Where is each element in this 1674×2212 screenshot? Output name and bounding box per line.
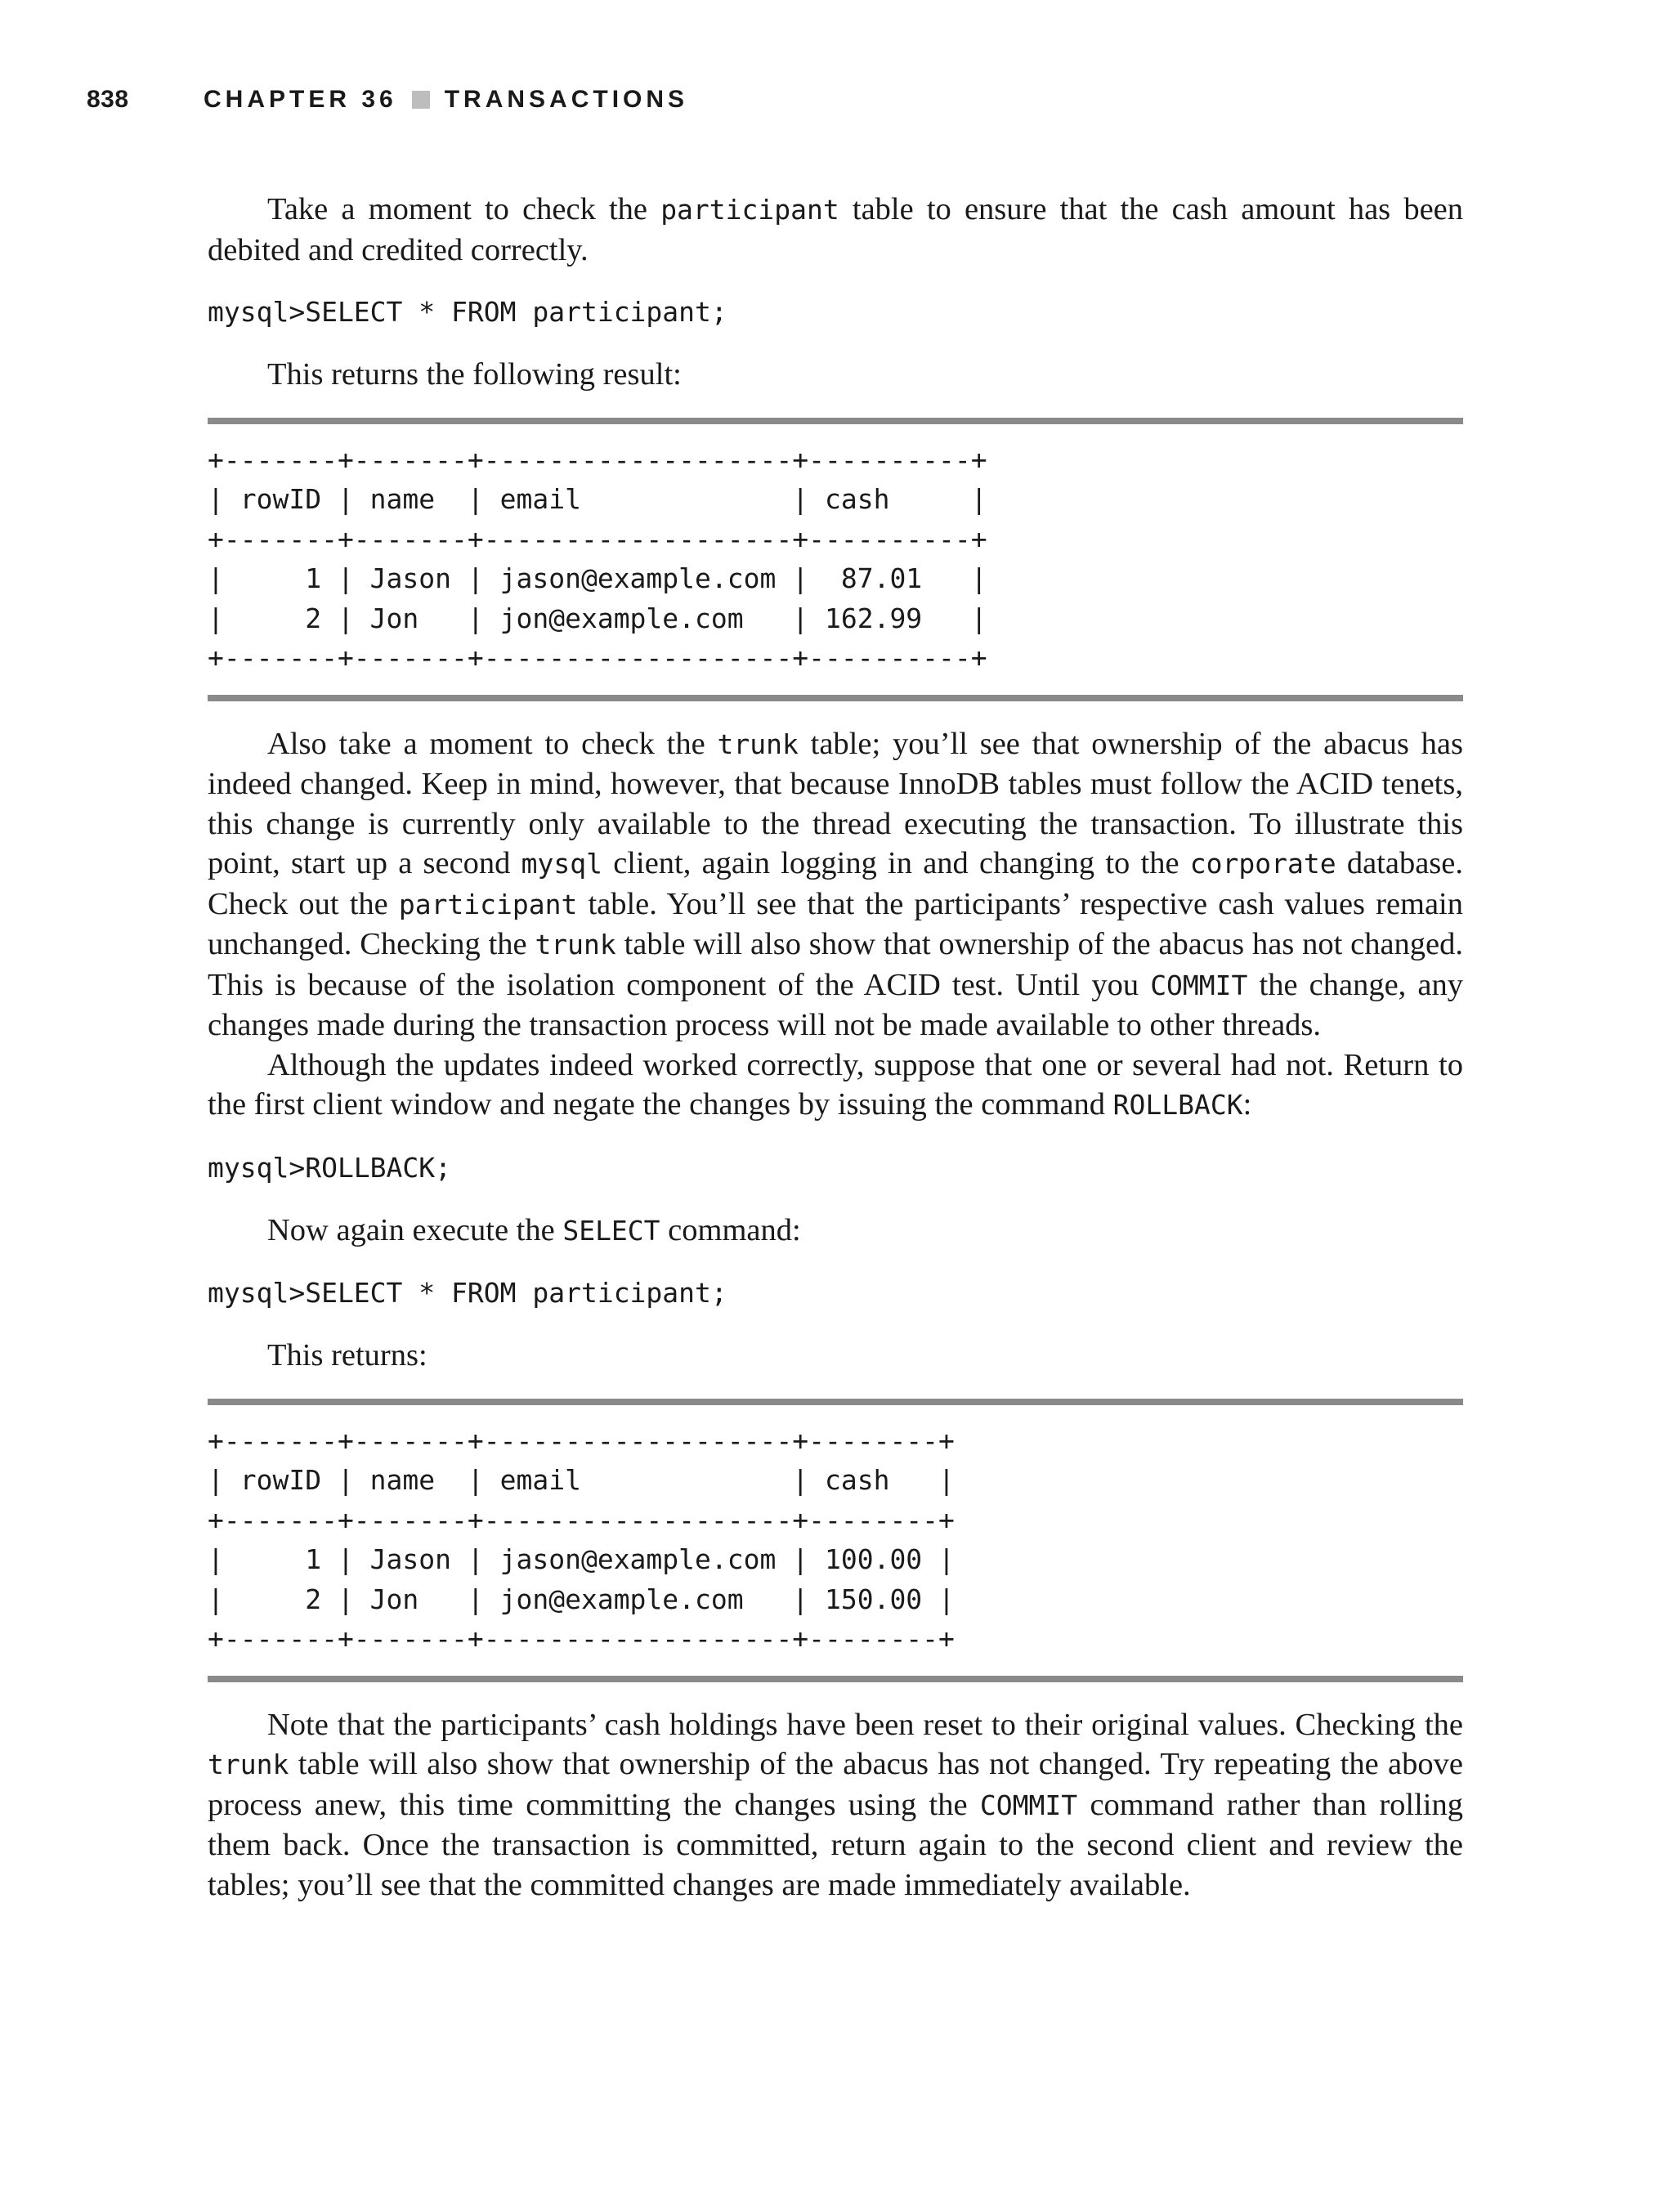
inline-code: SELECT xyxy=(562,1214,660,1247)
text: Now again execute the xyxy=(267,1212,563,1247)
page-number: 838 xyxy=(87,86,129,113)
paragraph-trunk-isolation xyxy=(208,724,1463,1046)
inline-code: COMMIT xyxy=(1150,969,1248,1001)
inline-code: corporate xyxy=(1189,848,1336,880)
chapter-label: CHAPTER 36 xyxy=(204,86,397,113)
inline-code: mysql xyxy=(521,848,602,880)
text: table will also show that ownership of the abacus has not changed. Try repeating the above process anew, this time committing the changes using the xyxy=(208,1747,1463,1822)
inline-code: trunk xyxy=(535,929,616,960)
paragraph-note-reset xyxy=(208,1705,1463,1905)
paragraph-this-returns: This returns: xyxy=(267,1338,427,1372)
text: table. You’ll see that the participants’ respective cash values remain unchanged. Checking the xyxy=(208,886,1464,961)
running-header xyxy=(87,82,688,118)
inline-code: trunk xyxy=(717,728,799,760)
query-output-2 xyxy=(208,1399,1463,1682)
text: Although the updates indeed worked correctly, suppose that one or several had not. Return to the first client window and negate the changes by issuing the command xyxy=(208,1047,1463,1122)
text: : xyxy=(1242,1087,1252,1122)
text: command rather than rolling them back. Once the transaction is committed, return again to the second client and review the tables; you’ll see that the committed changes are made immediately available. xyxy=(208,1787,1463,1902)
text: the change, any changes made during the transaction process will not be made available to other threads. xyxy=(208,967,1463,1042)
header-square-separator xyxy=(412,91,430,109)
text: table to ensure that the cash amount has been debited and credited correctly. xyxy=(208,192,1463,267)
result-table-2: +-------+-------+-------------------+--------+ | rowID | name | email | cash | +-------+-------+-------------------+--------+ | 1 | Jason | jason@example.com | 100.00 | | 2 | Jon | jon@example.com | 150.00 | +-------+-------+-------------------+--------+ xyxy=(208,1424,955,1655)
inline-code: COMMIT xyxy=(979,1789,1078,1821)
text: table; you’ll see that ownership of the abacus has indeed changed. Keep in mind, however, that because InnoDB tables must follow the ACID tenets, this change is currently only available to the thread executing the transaction. To illustrate this point, start up a second xyxy=(208,726,1464,880)
inline-code: participant xyxy=(660,194,839,226)
inline-code: participant xyxy=(398,888,578,920)
paragraph-check-participant xyxy=(208,190,1463,270)
text: client, again logging in and changing to the xyxy=(602,846,1190,880)
sql-command-select-again: mysql>SELECT * FROM participant; xyxy=(208,1277,727,1309)
page-body xyxy=(208,190,1463,1905)
text: table will also show that ownership of the abacus has not changed. This is because of the isolation component of the ACID test. Until you xyxy=(208,927,1463,1002)
paragraph-returns-result: This returns the following result: xyxy=(267,357,682,392)
sql-command-rollback: mysql>ROLLBACK; xyxy=(208,1151,452,1184)
result-table-1: +-------+-------+-------------------+----------+ | rowID | name | email | cash | +-------+-------+-------------------+----------+ | 1 | Jason | jason@example.com | 87.01 | | 2 | Jon | jon@example.com | 162.99 | +-------+-------+-------------------+----------+ xyxy=(208,443,987,674)
inline-code: trunk xyxy=(208,1749,289,1780)
text: Also take a moment to check the xyxy=(267,726,718,761)
sql-command-select: mysql>SELECT * FROM participant; xyxy=(208,296,727,328)
paragraph-execute-select xyxy=(208,1211,1463,1252)
inline-code: ROLLBACK xyxy=(1112,1089,1243,1121)
text: Note that the participants’ cash holdings have been reset to their original values. Checking the xyxy=(267,1707,1463,1742)
text: database. Check out the xyxy=(208,846,1463,921)
paragraph-rollback xyxy=(208,1046,1463,1126)
text: Take a moment to check the xyxy=(267,192,661,226)
text: command: xyxy=(660,1212,801,1247)
query-output-1 xyxy=(208,418,1463,701)
chapter-title: TRANSACTIONS xyxy=(444,86,689,113)
